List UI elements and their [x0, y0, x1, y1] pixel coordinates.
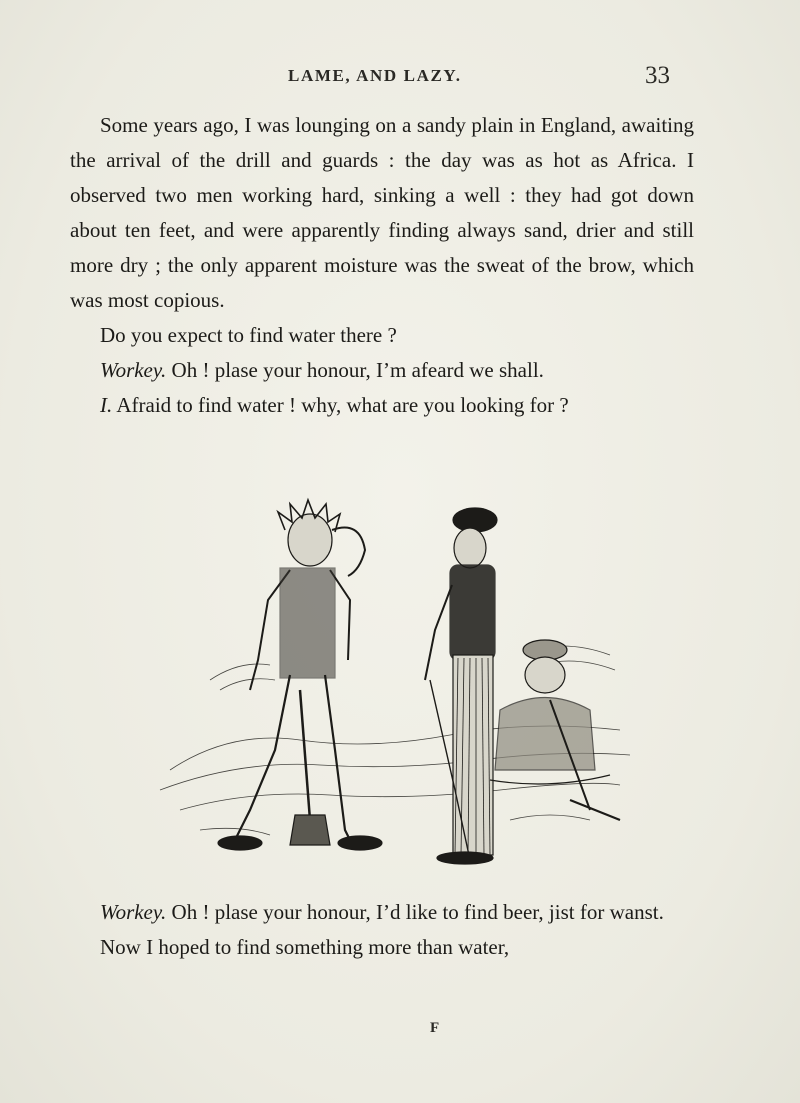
paragraph-narrative: Some years ago, I was lounging on a sandy plain in England, awaiting the arrival of the drill and guards : the day was as hot as Africa. I observed two men working hard, sinking a well : they had got down about ten feet, and were apparently finding always sand, drier and still more dry ; the only apparent moisture was the sweat of the brow, which was most copious.: [70, 113, 694, 312]
page-number: 33: [645, 62, 670, 89]
paragraph-question: Do you expect to find water there ?: [100, 323, 397, 347]
paragraph-narrator-reply: [70, 388, 694, 423]
lower-text-block: [70, 895, 694, 965]
upper-text-block: [70, 108, 694, 423]
signature-mark: F: [430, 1020, 440, 1036]
dialogue-text: Afraid to find water ! why, what are you looking for ?: [112, 393, 569, 417]
running-head: [0, 62, 800, 92]
paragraph-workey-reply: [70, 353, 694, 388]
dialogue-text: Oh ! plase your honour, I’d like to find beer, jist for wanst.: [166, 900, 664, 924]
officer-figure: [425, 508, 497, 864]
digger-figure: [490, 640, 620, 820]
dialogue-text: Oh ! plase your honour, I’m afeard we shall.: [166, 358, 544, 382]
speaker-name: Workey.: [100, 900, 167, 924]
speaker-name: Workey.: [100, 358, 167, 382]
paragraph-workey-beer: [70, 895, 694, 930]
speaker-name: I.: [100, 393, 113, 417]
paragraph-narrator-hope: Now I hoped to find something more than water,: [100, 935, 510, 959]
engraving-illustration: [150, 490, 650, 880]
running-title: LAME, AND LAZY.: [288, 66, 462, 85]
